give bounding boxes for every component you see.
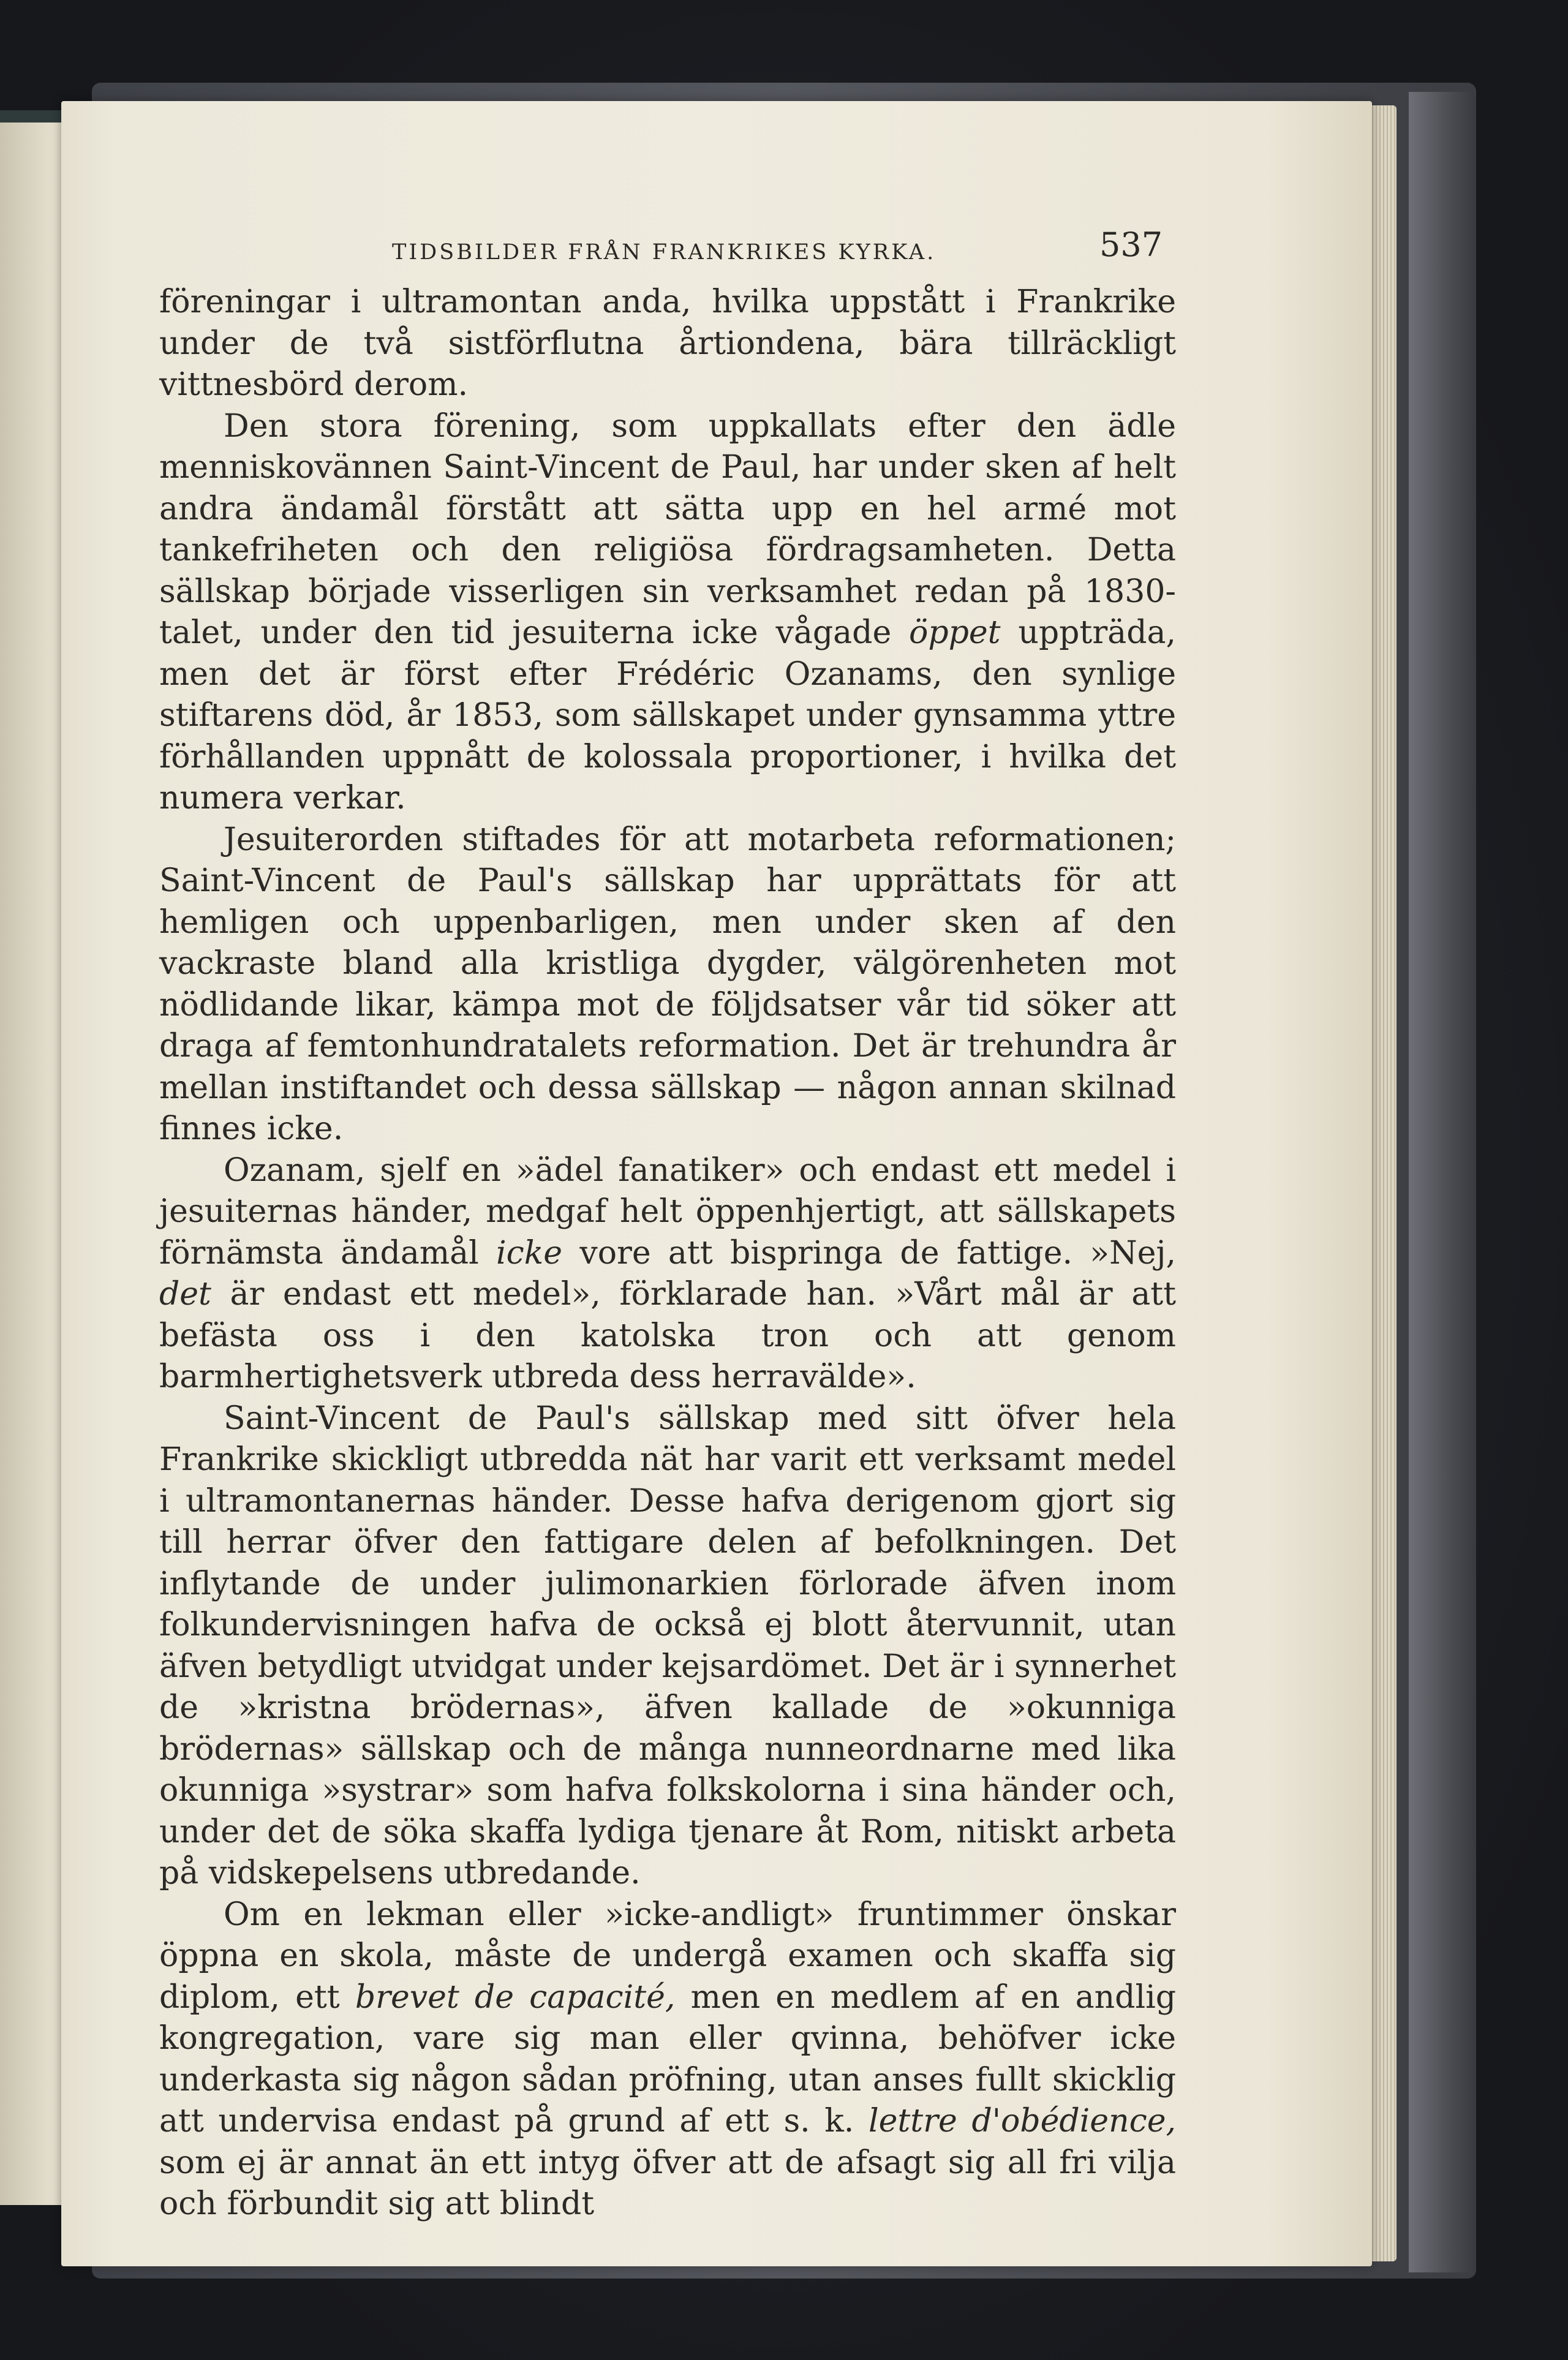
paragraph-4-emphasis-1: icke <box>496 1234 563 1272</box>
paragraph-2 <box>159 406 1176 820</box>
paragraph-6-emphasis-2: lettre d'obédience, <box>868 2103 1176 2139</box>
paragraph-6-text-a: Om en lekman eller »icke-andligt» fruntimmer önskar öppna en skola, måste de undergå examen och skaffa sig diplom, ett <box>159 1896 1176 2016</box>
paragraph-4 <box>159 1150 1176 1398</box>
paragraph-6-emphasis-1: brevet de capacité, <box>355 1978 676 2016</box>
paragraph-4-text-b: vore att bispringa de fattige. »Nej, <box>562 1234 1176 1272</box>
paragraph-4-text-a: Ozanam, sjelf en »ädel fanatiker» och endast ett medel i jesuiternas händer, medgaf helt öppenhjertigt, att sällskapets förnämsta ändamål <box>159 1152 1176 1272</box>
paragraph-3: Jesuiterorden stiftades för att motarbeta reformationen; Saint-Vincent de Paul's sällskap har upprättats för att hemligen och uppenbarligen, men under sken af den vackraste bland alla kristliga dygder, välgörenheten mot nödlidande likar, kämpa mot de följdsatser vår tid söker att draga af femtonhundratalets reformation. Det är trehundra år mellan instiftandet och dessa sällskap — någon annan skilnad finnes icke. <box>159 821 1176 1147</box>
paragraph-1: föreningar i ultramontan anda, hvilka uppstått i Frankrike under de två sistförflutna årtiondena, bära tillräckligt vittnesbörd derom. <box>159 284 1176 403</box>
paragraph-6-text-b: men en medlem af en andlig kongregation, vare sig man eller qvinna, behöfver icke underkasta sig någon sådan pröfning, utan anses fullt skicklig att undervisa endast på grund af ett s. k. <box>159 1978 1177 2139</box>
paragraph-2-emphasis: öppet <box>909 614 1001 651</box>
body-text <box>159 282 1176 2225</box>
paragraph-6-text-c: som ej är annat än ett intyg öfver att de afsagt sig all fri vilja och förbundit sig att blindt <box>159 2144 1176 2222</box>
paragraph-2-text-b: uppträda, men det är först efter Frédéric Ozanams, den synlige stiftarens död, år 1853, som sällskapet under gynsamma yttre förhållanden uppnått de kolossala proportioner, i hvilka det numera verkar. <box>159 614 1177 816</box>
running-title: TIDSBILDER FRÅN FRANKRIKES KYRKA. <box>392 240 937 265</box>
paragraph-5: Saint-Vincent de Paul's sällskap med sitt öfver hela Frankrike skickligt utbredda nät har varit ett verksamt medel i ultramontanernas händer. Desse hafva derigenom gjort sig till herrar öfver den fattigare delen af befolkningen. Det inflytande de under julimonarkien förlorade äfven inom folkundervisningen hafva de också ej blott återvunnit, utan äfven betydligt utvidgat under kejsardömet. Det är i synnerhet de »kristna brödernas», äfven kallade de »okunniga brödernas» sällskap och de många nunneordnarne med lika okunniga »systrar» som hafva folkskolorna i sina händer och, under det de söka skaffa lydiga tjenare åt Rom, nitiskt arbeta på vidskepelsens utbredande. <box>159 1400 1176 1891</box>
paragraph-2-text-a: Den stora förening, som uppkallats efter den ädle menniskovännen Saint-Vincent de Paul, har under sken af helt andra ändamål förstått att sätta upp en hel armé mot tankefriheten och den religiösa fördragsamheten. Detta sällskap började visserligen sin verksamhet redan på 1830-talet, under den tid jesuiterna icke vågade <box>159 407 1176 651</box>
paragraph-4-text-c: är endast ett medel», förklarade han. »Vårt mål är att befästa oss i den katolska tron och att genom barmhertighetsverk utbreda dess herravälde». <box>159 1276 1176 1395</box>
paragraph-6 <box>159 1894 1176 2225</box>
paragraph-4-emphasis-2: det <box>159 1276 211 1313</box>
page-number: 537 <box>1099 225 1163 264</box>
book-cover-edge <box>1409 92 1476 2272</box>
